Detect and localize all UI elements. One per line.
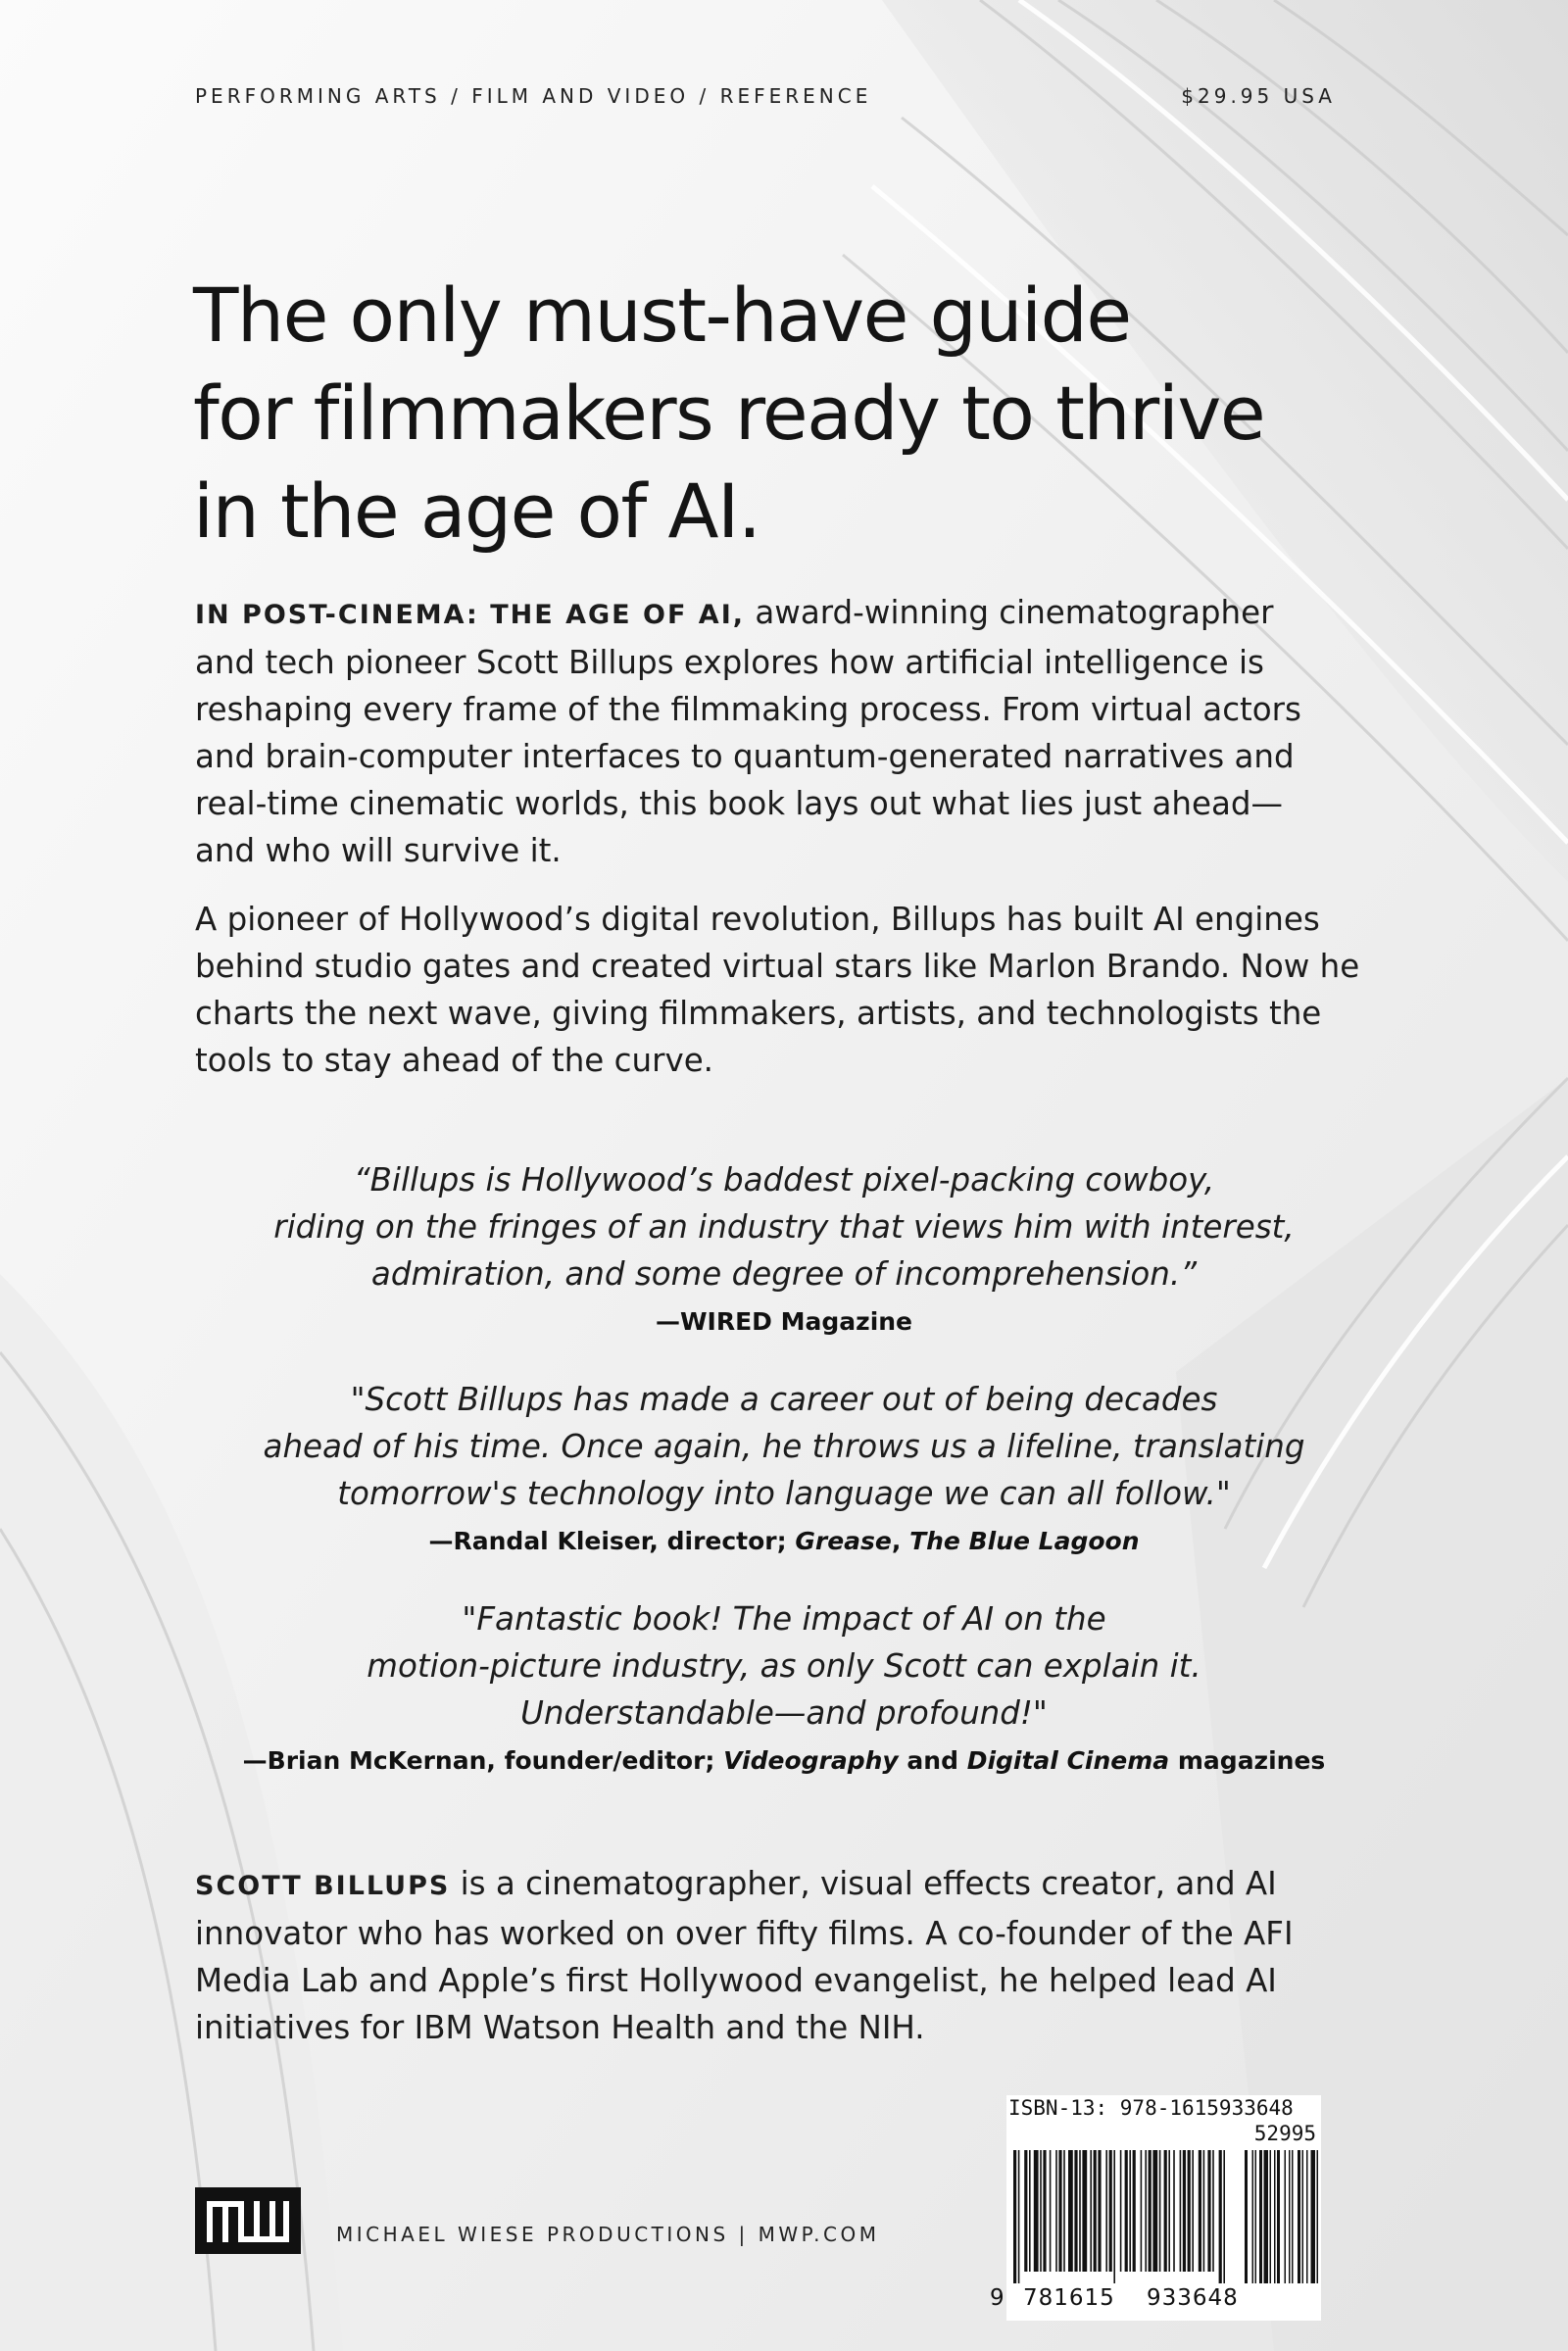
barcode-addon-bar [1264,2150,1269,2283]
paragraph-line: SCOTT BILLUPS is a cinematographer, visual effects creator, and AI [195,1865,1277,1902]
barcode-bar [1063,2150,1065,2272]
barcode-bar [1183,2150,1186,2272]
intro-paragraph [195,589,1410,874]
barcode-bar [1024,2150,1027,2272]
quote-line: "Fantastic book! The impact of AI on the [462,1600,1106,1638]
barcode-bar [1149,2150,1152,2272]
barcode-bar [1188,2150,1191,2272]
barcode-bar [1203,2150,1205,2272]
barcode-bar [1152,2150,1157,2272]
barcode [1009,2150,1321,2283]
quote-line: “Billups is Hollywood’s baddest pixel-packing cowboy, [353,1161,1215,1199]
paragraph-line: Media Lab and Apple’s first Hollywood evangelist, he helped lead AI [195,1962,1277,1999]
barcode-addon-bar [1302,2150,1304,2283]
price-label: $29.95 USA [1181,84,1336,108]
paragraph-line: real-time cinematic worlds, this book lays out what lies just ahead— [195,785,1284,822]
paragraph-line: charts the next wave, giving filmmakers, artists, and technologists the [195,995,1322,1032]
quote-line: riding on the fringes of an industry that views him with interest, [273,1208,1295,1246]
barcode-addon-bar [1277,2150,1280,2283]
barcode-bar [1050,2150,1052,2272]
barcode-addon-bar [1274,2150,1276,2283]
barcode-bar [1109,2150,1112,2272]
quote-attribution: —Randal Kleiser, director; Grease, The Blue Lagoon [428,1527,1140,1555]
paragraph-line: and who will survive it. [195,832,562,869]
headline [193,267,1271,561]
barcode-bar [1145,2150,1147,2272]
barcode-digit: 9 [990,2285,1005,2311]
barcode-bar [1164,2150,1167,2272]
barcode-bar [1058,2150,1061,2272]
paragraph-line: reshaping every frame of the filmmaking process. From virtual actors [195,691,1301,728]
paragraph-line: and tech pioneer Scott Billups explores how artificial intelligence is [195,644,1264,681]
barcode-addon-bar [1292,2150,1294,2283]
barcode-bar [1141,2150,1143,2272]
work-title: Grease [795,1527,892,1555]
barcode-bar [1113,2150,1115,2283]
barcode-bar [1043,2150,1046,2272]
barcode-bar [1199,2150,1201,2272]
barcode-bar [1040,2150,1042,2272]
quote-line: Understandable—and profound!" [520,1694,1048,1732]
isbn-label: ISBN-13: 978-1615933648 [1008,2096,1294,2120]
paragraph-line: and brain-computer interfaces to quantum-generated narratives and [195,738,1295,775]
barcode-bar [1159,2150,1161,2272]
quote-attribution: —Brian McKernan, founder/editor; Videography and Digital Cinema magazines [242,1746,1326,1775]
quote-line: motion-picture industry, as only Scott can explain it. [367,1647,1201,1685]
barcode-bar [1207,2150,1210,2272]
barcode-digit-group: 933648 [1147,2285,1239,2311]
paragraph-line: A pioneer of Hollywood’s digital revolution, Billups has built AI engines [195,901,1320,938]
barcode-addon-bar [1245,2150,1248,2283]
barcode-bar [1094,2150,1097,2272]
pioneer-paragraph [195,896,1410,1084]
headline-line: The only must-have guide [193,271,1131,359]
paragraph-line: behind studio gates and created virtual stars like Marlon Brando. Now he [195,948,1360,985]
quote-kleiser [196,1376,1372,1560]
barcode-addon-bar [1317,2150,1319,2283]
barcode-bar [1105,2150,1107,2272]
barcode-bar [1180,2150,1182,2272]
barcode-addon-bar [1285,2150,1287,2283]
barcode-bar [1018,2150,1020,2283]
barcode-bar [1068,2150,1073,2272]
barcode-bar [1090,2150,1092,2272]
book-title-lead: IN POST-CINEMA: THE AGE OF AI, [195,600,746,630]
quote-attribution: —WIRED Magazine [655,1307,913,1336]
barcode-addon-bar [1252,2150,1254,2283]
work-title: The Blue Lagoon [909,1527,1140,1555]
paragraph-line: tools to stay ahead of the curve. [195,1042,714,1079]
headline-line: for filmmakers ready to thrive [193,369,1265,457]
quote-wired [196,1156,1372,1341]
author-name: SCOTT BILLUPS [195,1871,451,1901]
barcode-bar [1120,2150,1122,2272]
barcode-bar [1129,2150,1131,2272]
paragraph-line: initiatives for IBM Watson Health and the NIH. [195,2009,925,2046]
quote-line: ahead of his time. Once again, he throws us a lifeline, translating [263,1428,1305,1465]
headline-line: in the age of AI. [193,467,760,555]
barcode-bar [1079,2150,1081,2272]
isbn-text [1008,2095,1322,2146]
work-title: Digital Cinema [966,1746,1170,1775]
barcode-bar [1168,2150,1170,2272]
barcode-bar [1029,2150,1031,2272]
barcode-digit-group: 781615 [1023,2285,1115,2311]
paragraph-line: IN POST-CINEMA: THE AGE OF AI, award-winning cinematographer [195,594,1274,631]
barcode-addon-bar [1306,2150,1308,2283]
barcode-bar [1125,2150,1128,2272]
barcode-addon-bar [1298,2150,1300,2283]
barcode-bar [1013,2150,1016,2283]
quote-line: tomorrow's technology into language we can all follow." [337,1475,1231,1512]
barcode-bar [1219,2150,1222,2283]
barcode-addon-bar [1270,2150,1272,2283]
category-line: PERFORMING ARTS / FILM AND VIDEO / REFERENCE [195,84,872,108]
paragraph-line: innovator who has worked on over fifty films. A co-founder of the AFI [195,1915,1294,1952]
publisher-line: MICHAEL WIESE PRODUCTIONS | MWP.COM [336,2223,880,2246]
work-title: Videography [723,1746,899,1775]
price-code: 52995 [1253,2122,1316,2145]
quote-line: "Scott Billups has made a career out of being decades [350,1381,1218,1418]
barcode-bar [1074,2150,1077,2272]
quote-mckernan [196,1595,1372,1780]
barcode-addon-bar [1259,2150,1262,2283]
barcode-bar [1212,2150,1214,2272]
quote-line: admiration, and some degree of incomprehension.” [370,1255,1198,1293]
barcode-bar [1034,2150,1039,2272]
barcode-bar [1223,2150,1225,2283]
barcode-bar [1173,2150,1175,2272]
barcode-addon-bar [1311,2150,1316,2283]
barcode-bar [1133,2150,1136,2272]
barcode-addon-bar [1255,2150,1257,2283]
barcode-bar [1098,2150,1101,2272]
barcode-bar [1082,2150,1087,2272]
author-bio [195,1860,1410,2051]
barcode-addon-bar [1289,2150,1291,2283]
mw-logo [195,2187,301,2254]
barcode-bar [1192,2150,1194,2272]
barcode-bar [1055,2150,1057,2272]
